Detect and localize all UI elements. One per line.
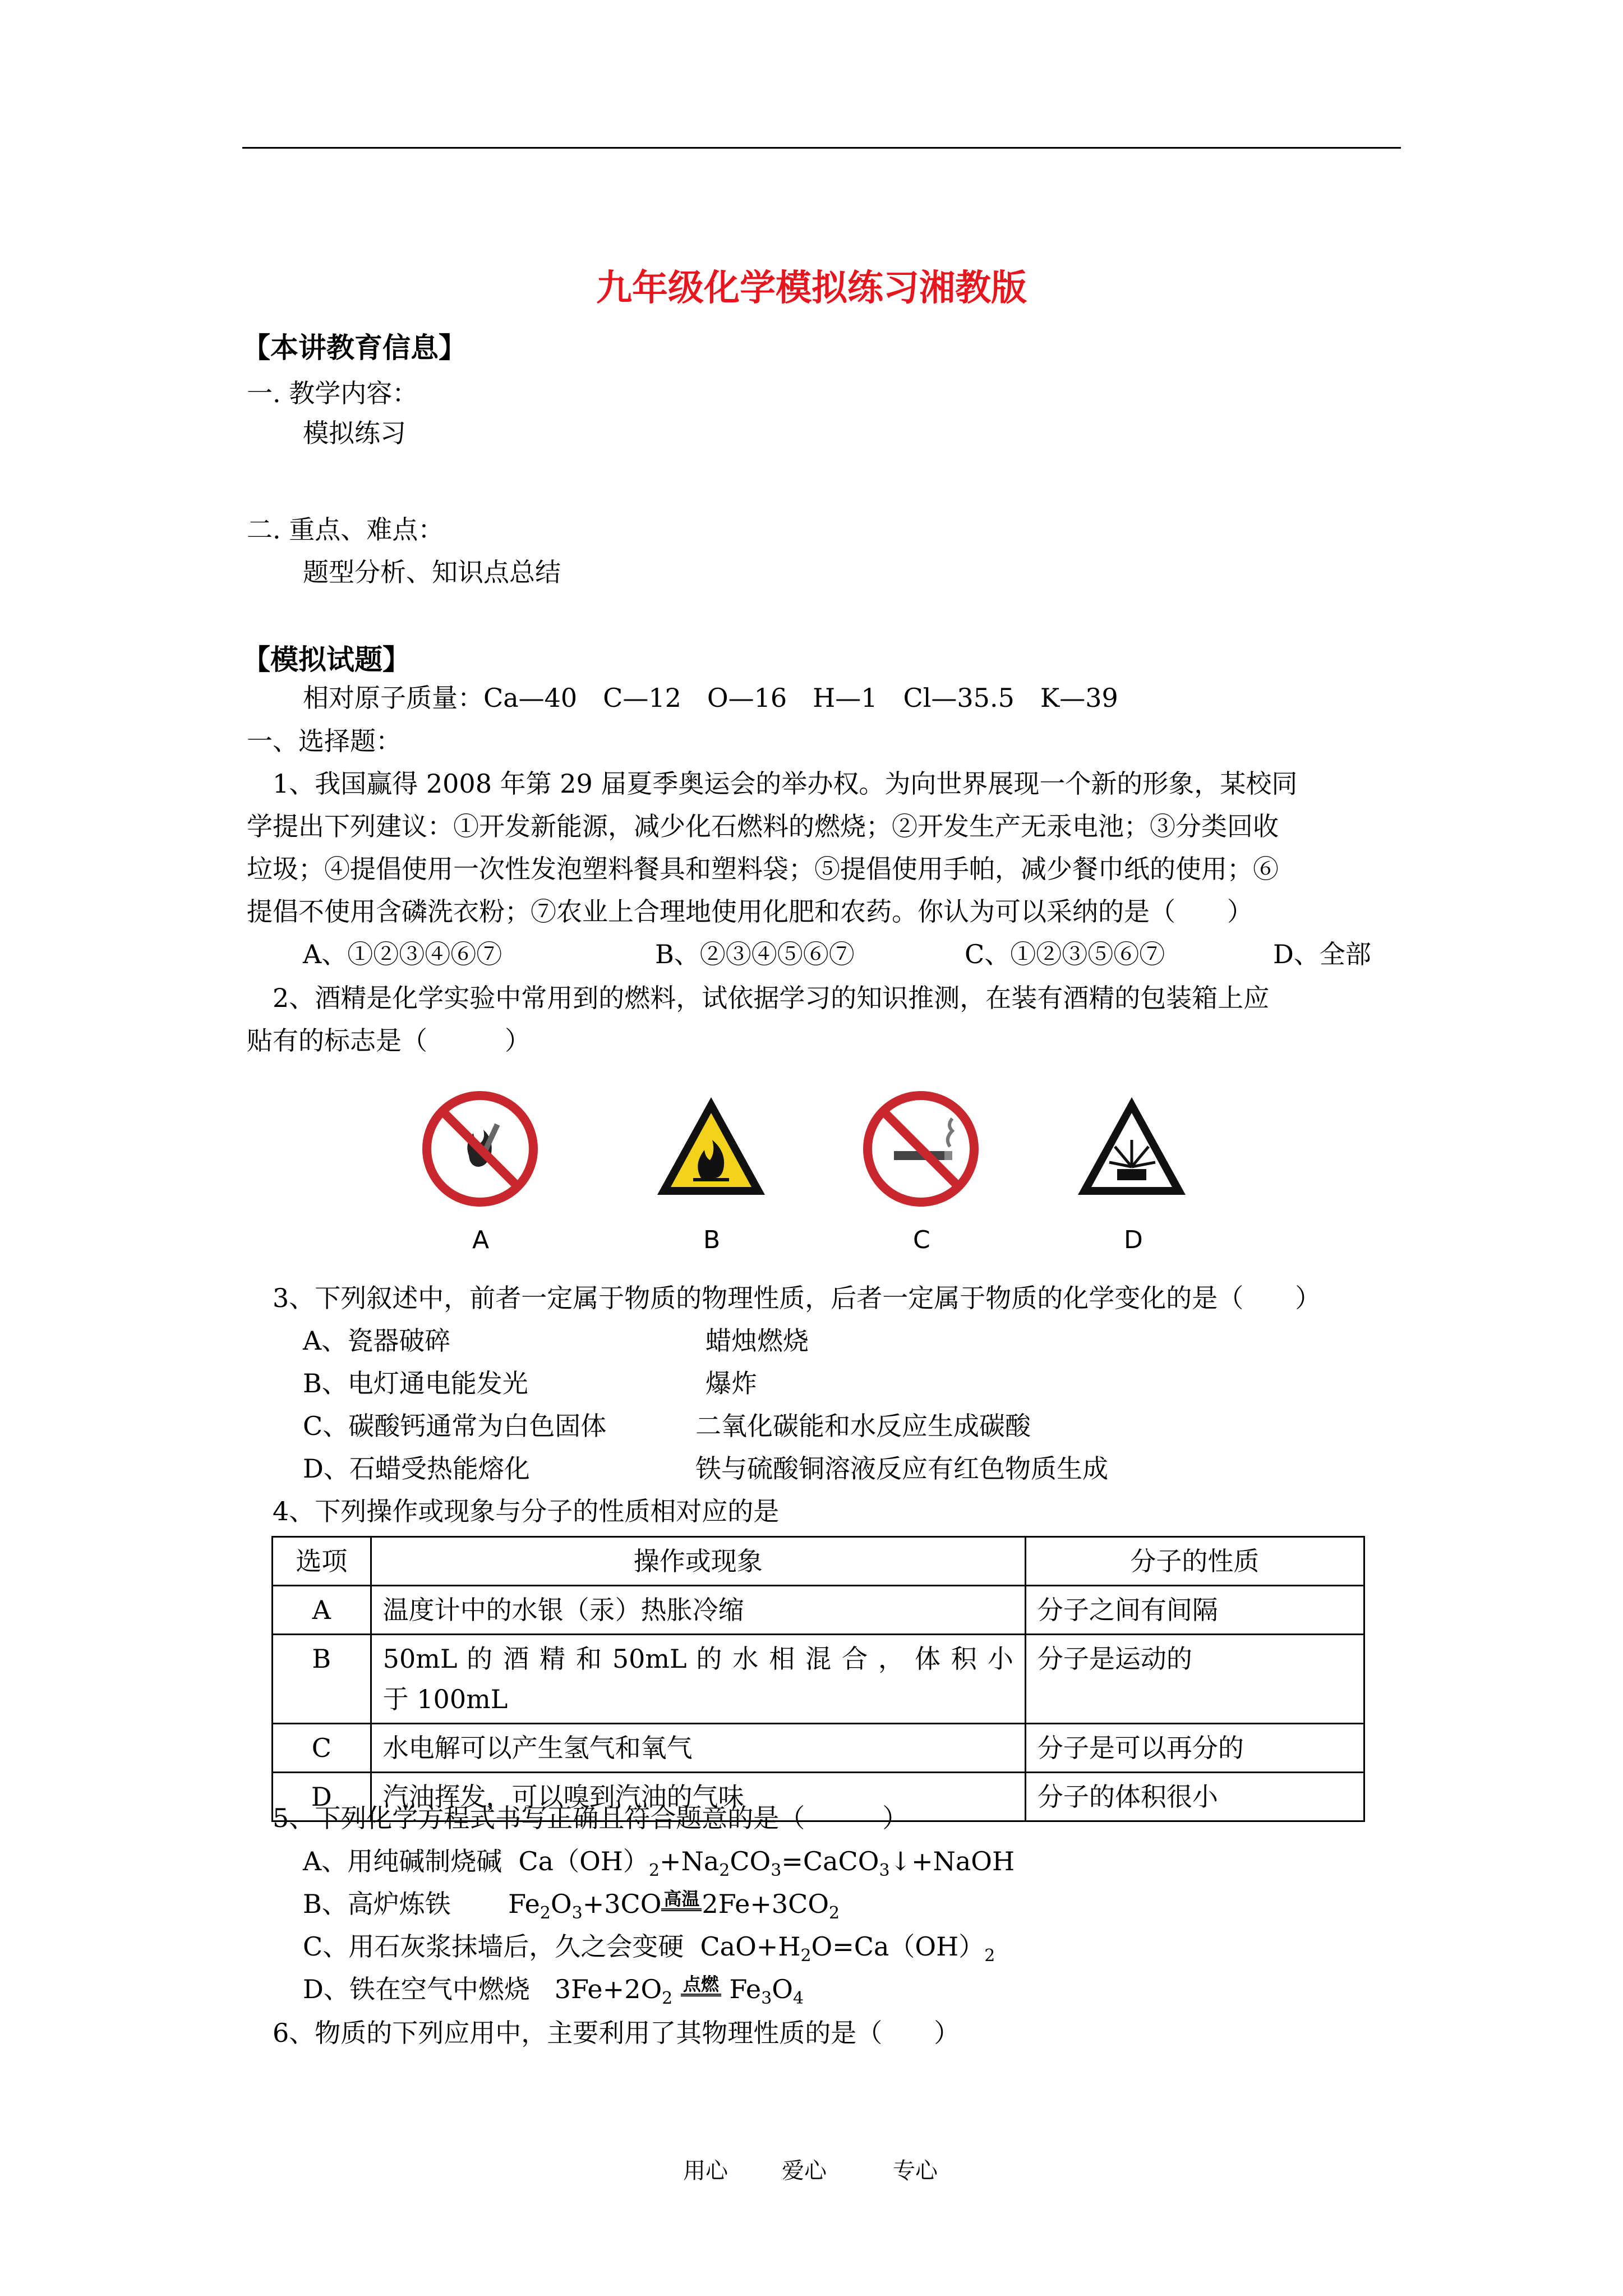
part1-label: 一、选择题： [247, 726, 402, 756]
q3-option-b-first: B、电灯通电能发光 [303, 1368, 528, 1398]
table-cell: 50mL 的 酒 精 和 50mL 的 水 相 混 合 ， 体 积 小 于 100mL [371, 1635, 1025, 1724]
q1-line: 1、我国赢得 2008 年第 29 届夏季奥运会的举办权。为向世界展现一个新的形象，某校同 [273, 769, 1298, 799]
document-title: 九年级化学模拟练习湘教版 [596, 268, 1027, 309]
section-heading-info: 【本讲教育信息】 [242, 332, 467, 364]
table-header-cell: 分子的性质 [1025, 1537, 1364, 1586]
q5-option-d: D、铁在空气中燃烧 $3Fe+2O_2$ 点燃 $Fe_3O_4$ [303, 1973, 804, 2008]
table-cell: 分子的体积很小 [1025, 1773, 1364, 1821]
atomic-mass-line: 相对原子质量：Ca—40 C—12 O—16 H—1 Cl—35.5 K—39 [303, 683, 1118, 713]
table-row [273, 1724, 1364, 1773]
table-cell: 分子是运动的 [1025, 1635, 1364, 1724]
flammable-warning-icon [651, 1088, 772, 1209]
q5-stem: 5、下列化学方程式书写正确且符合题意的是（ ） [273, 1803, 909, 1833]
footer-text: 用心 [683, 2158, 728, 2184]
table-cell: 分子之间有间隔 [1025, 1586, 1364, 1635]
table-header-cell: 操作或现象 [371, 1537, 1025, 1586]
table-cell: 水电解可以产生氢气和氧气 [371, 1724, 1025, 1773]
content-text: 模拟练习 [303, 418, 406, 448]
table-cell: 分子是可以再分的 [1025, 1724, 1364, 1773]
q5-d-condition: 点燃 [681, 1975, 721, 1996]
no-smoking-icon [860, 1088, 981, 1209]
footer-text: 爱心 [782, 2158, 827, 2184]
table-cell: B [273, 1635, 371, 1724]
table-row [273, 1586, 1364, 1635]
table-cell: A [273, 1586, 371, 1635]
q3-option-c-second: 二氧化碳能和水反应生成碳酸 [695, 1411, 1031, 1441]
table-cell: D [273, 1773, 371, 1821]
q4-stem: 4、下列操作或现象与分子的性质相对应的是 [273, 1496, 780, 1526]
key-points-label: 二. 重点、难点： [247, 514, 444, 545]
header-rule [242, 147, 1401, 149]
q3-option-d-first: D、石蜡受热能熔化 [303, 1453, 530, 1484]
table-cell: C [273, 1724, 371, 1773]
q5-option-a: A、用纯碱制烧碱 $Ca(OH)_2+Na_2CO_3=CaCO_3↓+NaOH$ [303, 1846, 1015, 1880]
q5-option-c: C、用石灰浆抹墙后，久之会变硬 $CaO+H_2O=Ca(OH)_2$ [303, 1931, 995, 1966]
table-cell: 温度计中的水银（汞）热胀冷缩 [371, 1586, 1025, 1635]
q1-line: 学提出下列建议：①开发新能源，减少化石燃料的燃烧；②开发生产无汞电池；③分类回收 [247, 811, 1279, 841]
q3-option-a-second: 蜡烛燃烧 [706, 1326, 809, 1356]
no-fire-icon [419, 1088, 541, 1209]
sign-label-c: C [913, 1226, 930, 1254]
footer-text: 专心 [893, 2158, 938, 2184]
q3-option-c-first: C、碳酸钙通常为白色固体 [303, 1411, 607, 1441]
q1-option-a: A、①②③④⑥⑦ [303, 939, 502, 969]
explosive-warning-icon [1071, 1088, 1192, 1209]
sign-label-a: A [472, 1226, 490, 1254]
q3-stem: 3、下列叙述中，前者一定属于物质的物理性质，后者一定属于物质的化学变化的是（ ） [273, 1283, 1321, 1313]
q1-line: 垃圾；④提倡使用一次性发泡塑料餐具和塑料袋；⑤提倡使用手帕，减少餐巾纸的使用；⑥ [247, 854, 1279, 884]
q5-option-d-label: D、铁在空气中燃烧 [303, 1974, 530, 2004]
table-header-cell: 选项 [273, 1537, 371, 1586]
q1-line: 提倡不使用含磷洗衣粉；⑦农业上合理地使用化肥和农药。你认为可以采纳的是（ ） [247, 896, 1253, 927]
q5-option-a-label: A、用纯碱制烧碱 [303, 1846, 502, 1876]
content-label: 一. 教学内容： [247, 378, 418, 408]
table-cell: 汽油挥发，可以嗅到汽油的气味 [371, 1773, 1025, 1821]
q5-b-condition: 高温 [661, 1889, 702, 1911]
section-heading-exam: 【模拟试题】 [242, 643, 411, 676]
q1-option-c: C、①②③⑤⑥⑦ [965, 939, 1165, 969]
q3-option-d-second: 铁与硫酸铜溶液反应有红色物质生成 [695, 1453, 1108, 1484]
q5-option-b: B、高炉炼铁 $Fe_2O_3+3CO$ 高温$2Fe+3CO_2$ [303, 1888, 840, 1923]
q1-option-b: B、②③④⑤⑥⑦ [655, 939, 855, 969]
q3-option-b-second: 爆炸 [706, 1368, 757, 1398]
table-header-row [273, 1537, 1364, 1586]
q5-option-c-label: C、用石灰浆抹墙后，久之会变硬 [303, 1931, 684, 1962]
q5-option-b-label: B、高炉炼铁 [303, 1889, 451, 1919]
q6-stem: 6、物质的下列应用中，主要利用了其物理性质的是（ ） [273, 2018, 960, 2048]
sign-label-b: B [703, 1226, 721, 1254]
table-row [273, 1635, 1364, 1724]
q1-option-d: D、全部 [1273, 939, 1371, 969]
q2-line: 贴有的标志是（ ） [247, 1025, 531, 1056]
q2-line: 2、酒精是化学实验中常用到的燃料，试依据学习的知识推测，在装有酒精的包装箱上应 [273, 983, 1270, 1013]
key-points-text: 题型分析、知识点总结 [303, 557, 561, 587]
q4-table [271, 1536, 1365, 1822]
sign-label-d: D [1124, 1226, 1143, 1254]
q3-option-a-first: A、瓷器破碎 [303, 1326, 451, 1356]
